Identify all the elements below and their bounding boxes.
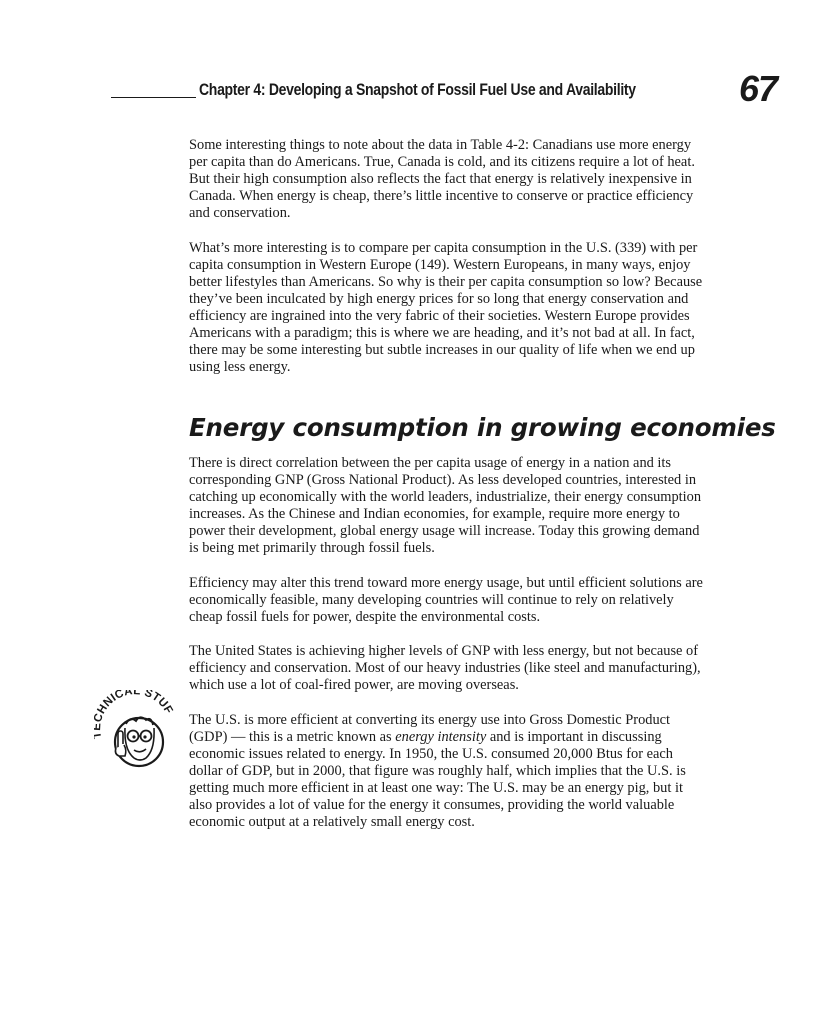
- paragraph-energy-intensity: [189, 712, 709, 831]
- header-rule: [111, 97, 196, 98]
- paragraph-technical-stuff: The United States is achieving higher levels of GNP with less energy, but not because of efficiency and conservation. Most of our heavy industries (like steel and manufacturing), which use a lot of coal-fired power, are moving overseas.: [189, 643, 701, 694]
- energy-intensity-text-end: and is important in discussing economic issues related to energy. In 1950, the U.S. consumed 20,000 Btus for each dollar of GDP, but in 2000, that figure was roughly half, which implies that the U.S. is getting much more efficient in at least one way: The U.S. may be an energy pig, but it also provides a lot of value for the energy it consumes, providing the world valuable economic output at a relatively small energy cost.: [189, 728, 686, 831]
- energy-intensity-term: energy intensity: [395, 728, 487, 745]
- section-heading: Energy consumption in growing economies: [189, 413, 776, 442]
- energy-intensity-text-start: The U.S. is more efficient at converting its energy use into Gross Domestic Product (GDP) — this is a metric known as: [189, 711, 671, 745]
- paragraph-table-notes: Some interesting things to note about the data in Table 4-2: Canadians use more energy per capita than do Americans. True, Canada is cold, and its citizens require a lot of heat. But their high consumption also reflects the fact that energy is relatively inexpensive in Canada. When energy is cheap, there’s little incentive to conserve or practice efficiency and conservation.: [189, 137, 695, 222]
- page-number: 67: [739, 68, 778, 109]
- body-text: [189, 137, 776, 848]
- technical-stuff-icon: [94, 690, 176, 772]
- paragraph-per-capita-comparison: What’s more interesting is to compare per capita consumption in the U.S. (339) with per capita consumption in Western Europe (149). Western Europeans, in many ways, enjoy better lifestyles than Americans. So why is their per capita consumption so low? Because they’ve been inculcated by high energy prices for so long that energy conservation and efficiency are ingrained into the very fabric of their societies. Western Europe provides Americans with a paradigm; this is where we are heading, and it’s not bad at all. In fact, there may be some interesting but subtle increases in our quality of life when we end up using less energy.: [189, 239, 703, 375]
- paragraph-gnp-correlation: There is direct correlation between the per capita usage of energy in a nation and its corresponding GNP (Gross National Product). As less developed countries, interested in catching up economically with the world leaders, industrialize, their energy consumption increases. As the Chinese and Indian economies, for example, require more energy to power their development, global energy usage will increase. Today this growing demand is being met primarily through fossil fuels.: [189, 455, 702, 557]
- paragraph-efficiency-trend: Efficiency may alter this trend toward more energy usage, but until efficient solutions are economically feasible, many developing countries will continue to rely on relatively cheap fossil fuels for power, despite the environmental costs.: [189, 574, 703, 625]
- chapter-title: Chapter 4: Developing a Snapshot of Fossil Fuel Use and Availability: [199, 81, 636, 99]
- technical-stuff-label: HNICAL STUF: [95, 690, 175, 717]
